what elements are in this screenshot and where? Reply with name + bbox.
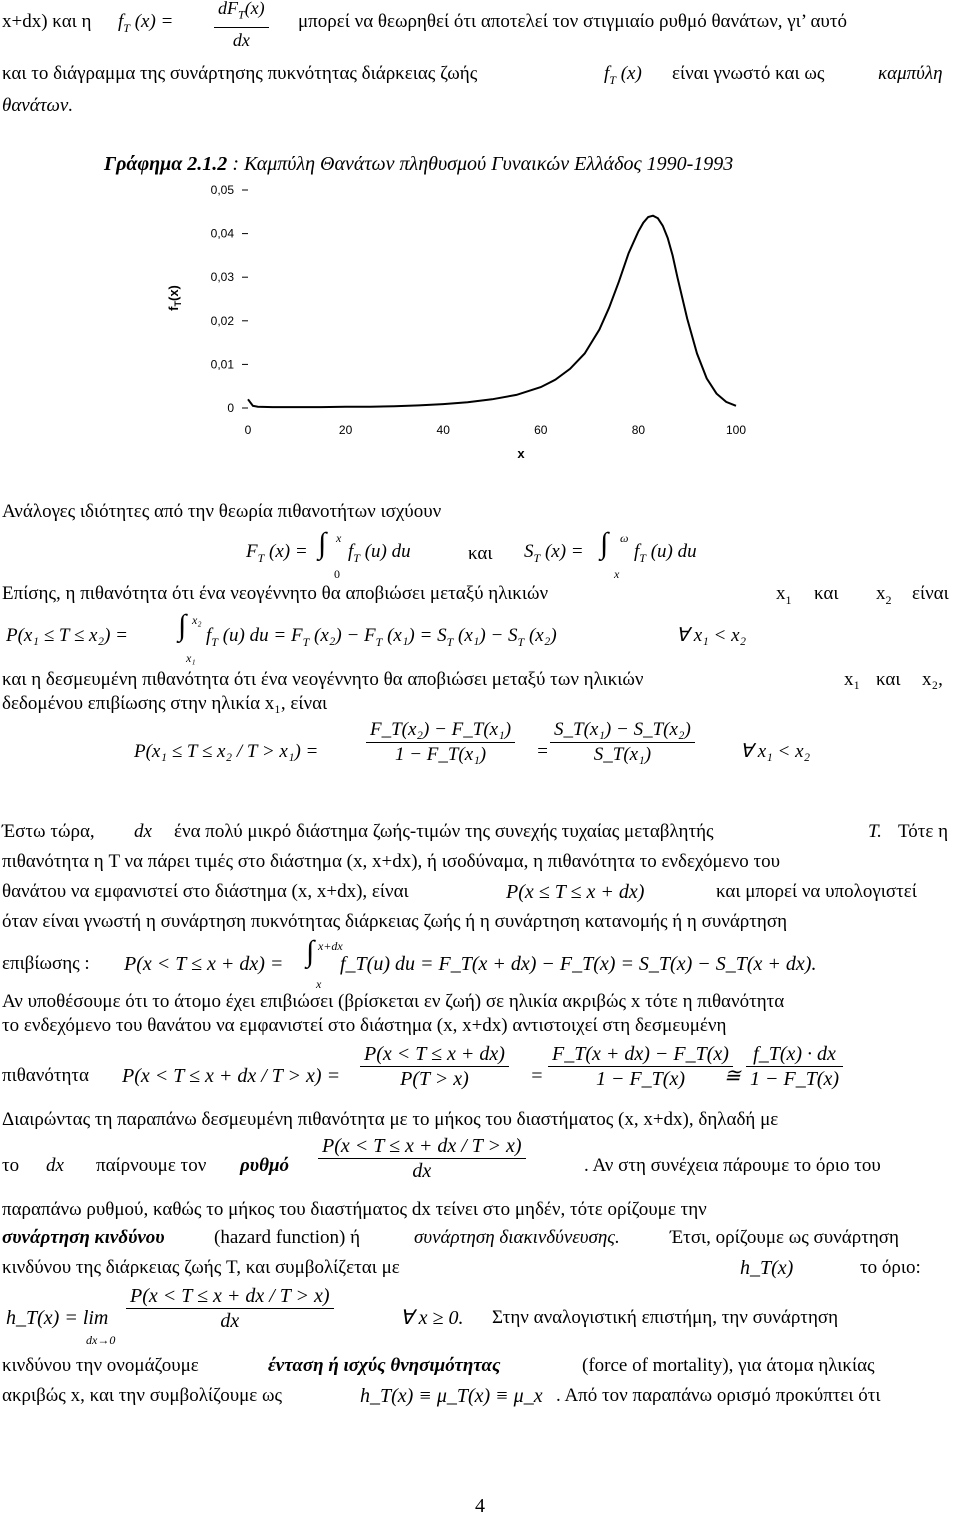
eq2-lhs: P(x₁ ≤ T ≤ x₂) = (6, 625, 128, 646)
p9-label: επιβίωσης : (2, 953, 90, 974)
p16-end: Έτσι, ορίζουμε ως συνάρτηση (670, 1227, 899, 1248)
p2-text: Επίσης, η πιθανότητα ότι ένα νεογέννητο θα αποβιώσει μεταξύ ηλικιών (2, 583, 549, 604)
p2-x1: $x_1$ (776, 583, 792, 607)
p12-label: πιθανότητα (2, 1065, 90, 1086)
p5-text-2: ένα πολύ μικρό διάστημα ζωής-τιμών της συνεχής τυχαίας μεταβλητής (174, 821, 714, 842)
x-axis-label: x (517, 446, 525, 461)
p18-limit-sub: dx→0 (86, 1333, 116, 1347)
hazard-function-term: συνάρτηση κινδύνου (2, 1227, 165, 1248)
force-of-mortality-term: ένταση ή ισχύς θνησιμότητας (268, 1355, 501, 1376)
paragraph-assume-survived: Αν υποθέσουμε ότι το άτομο έχει επιβιώσει (βρίσκεται εν ζωή) σε ηλικία ακριβώς x τότε η πιθανότητα (2, 991, 785, 1012)
integral-sign-2: ∫ (600, 527, 609, 560)
intro-text-2: μπορεί να θεωρηθεί ότι αποτελεί τον στιγμιαίο ρυθμό θανάτων, γι’ αυτό (298, 11, 847, 32)
p18-text: Στην αναλογιστική επιστήμη, την συνάρτηση (492, 1307, 839, 1328)
p20-end: . Από τον παραπάνω ορισμό προκύπτει ότι (556, 1385, 881, 1406)
death-curve-chart (0, 178, 960, 478)
eq3-lhs: P(x₁ ≤ T ≤ x₂ / T > x₁) = (134, 741, 319, 762)
eq2-upper: x₂ (192, 613, 202, 627)
x-tick-label: 100 (725, 423, 747, 437)
integral-upper: x (336, 531, 342, 545)
eq3-equals: = (536, 741, 549, 762)
p12-fraction-2: $\frac{F\_T(x + dx) - F\_T(x)}{1 - F\_T(x)}$ (548, 1042, 733, 1091)
integral-sign-4: ∫ (306, 935, 315, 968)
series-line (248, 216, 736, 407)
intro-text-3: και το διάγραμμα της συνάρτησης πυκνότητας διάρκειας ζωής (2, 63, 478, 84)
p12-fraction-3: $\frac{f\_T(x) \cdot dx}{1 - F\_T(x)}$ (746, 1042, 843, 1091)
eq2-rhs: $f_T$ (u) du = $F_T$ $(x_2) - F_T$ $(x_1) = S_T$ $(x_1) - S_T$ (x₂) (206, 625, 557, 649)
p3-text: και η δεσμευμένη πιθανότητα ότι ένα νεογέννητο θα αποβιώσει μεταξύ των ηλικιών (2, 669, 644, 690)
p17-text: κινδύνου της διάρκειας ζωής T, και συμβολίζεται με (2, 1257, 400, 1278)
integral-lower: 0 (334, 567, 340, 581)
eq1-survival: $S_T$ (x) = (524, 541, 584, 565)
risk-function-term: συνάρτηση διακινδύνευσης. (414, 1227, 620, 1248)
equation-cdf-survival (0, 527, 960, 581)
equation-survival-interval (0, 935, 960, 991)
p9-upper: x+dx (318, 939, 343, 953)
eq1-integrand-2: $f_T$ (u) du (634, 541, 697, 565)
integral-upper-2: ω (620, 531, 629, 545)
paragraph-properties: Ανάλογες ιδιότητες από την θεωρία πιθανοτήτων ισχύουν (2, 501, 442, 522)
paragraph-limit: παραπάνω ρυθμού, καθώς το μήκος του διαστήματος dx τείνει στο μηδέν, τότε ορίζουμε την (2, 1199, 707, 1220)
p5-end: Τότε η (898, 821, 949, 842)
p18-fraction: $\frac{P(x < T \le x + dx / T > x)}{dx}$ (126, 1284, 334, 1333)
y-tick-label: 0,04 (210, 226, 234, 241)
integral-sign-3: ∫ (178, 609, 187, 642)
p19-end: (force of mortality), για άτομα ηλικίας (582, 1355, 875, 1376)
p2-x2: $x_2$ (876, 583, 892, 607)
y-tick-label: 0,01 (210, 357, 234, 372)
p3-x2: x₂, (922, 669, 943, 690)
p19-text: κινδύνου την ονομάζουμε (2, 1355, 199, 1376)
equation-conditional (0, 718, 960, 788)
intro-text-4: είναι γνωστό και ως (672, 63, 825, 84)
y-tick-label: 0 (227, 401, 234, 415)
p12-approx: ≅ (724, 1065, 741, 1087)
death-curve-term: καμπύλη (878, 63, 943, 84)
eq3-fraction-2: $\frac{\text{S\_T(x₁) − S\_T(x₂)}}{\text{S\_T(x₁)}}$ (550, 718, 695, 767)
paragraph-known-function: όταν είναι γνωστή η συνάρτηση πυκνότητας διάρκειας ζωής ή η συνάρτηση κατανομής ή η συνάρτηση (2, 911, 788, 932)
eq3-condition: ∀ x₁ < x₂ (740, 741, 811, 762)
p7-equation: P(x ≤ T ≤ x + dx) (506, 881, 645, 903)
p3-and: και (876, 669, 901, 690)
x-tick-label: 80 (631, 423, 646, 437)
paragraph-interval: πιθανότητα η T να πάρει τιμές στο διάστημα (x, x+dx), ή ισοδύναμα, η πιθανότητα το ενδεχόμενο του (2, 851, 781, 872)
p9-lower: x (316, 977, 322, 991)
p18-lhs: h_T(x) = lim (6, 1307, 109, 1329)
x-tick-label: 60 (534, 423, 548, 437)
p14-end: . Αν στη συνέχεια πάρουμε το όριο του (584, 1155, 881, 1176)
x-tick-label: 20 (338, 423, 353, 437)
p9-lhs: P(x < T ≤ x + dx) = (124, 953, 284, 975)
integral-lower-2: x (614, 567, 620, 581)
p16-text: (hazard function) ή (214, 1227, 361, 1248)
p20-text: ακριβώς x, και την συμβολίζουμε ως (2, 1385, 283, 1406)
p2-and: και (814, 583, 839, 604)
p12-lhs: P(x < T ≤ x + dx / T > x) = (122, 1065, 341, 1087)
paragraph-rate (0, 1135, 960, 1194)
page-number: 4 (475, 1495, 485, 1517)
p17-end: το όριο: (860, 1257, 921, 1278)
p18-condition: ∀ x ≥ 0. (400, 1307, 464, 1329)
paragraph-corresponds: το ενδεχόμενο του θανάτου να εμφανιστεί στο διάστημα (x, x+dx) αντιστοιχεί στη δεσμευμένη (2, 1015, 727, 1036)
p2-end: είναι (912, 583, 949, 604)
p14-text: το (2, 1155, 20, 1176)
eq3-fraction-1: $\frac{\text{F\_T(x₂) − F\_T(x₁)}}{\text{1 − F\_T(x₁)}}$ (366, 718, 515, 767)
p7-text-2: και μπορεί να υπολογιστεί (716, 881, 917, 902)
p5-T: T. (868, 821, 882, 842)
y-axis-label: $f_T(x)$ (166, 285, 183, 311)
eq1-integrand: $f_T$ (u) du (348, 541, 411, 565)
eq2-lower: x₁ (186, 651, 196, 665)
y-tick-label: 0,02 (210, 313, 234, 328)
equation-conditional-dx (0, 1042, 960, 1106)
equation-hazard (0, 1284, 960, 1347)
p7-text: θανάτου να εμφανιστεί στο διάστημα (x, x+dx), είναι (2, 881, 409, 902)
density-fraction: $\frac{dF_T(x)}{dx}$ (214, 0, 269, 52)
p14-text-2: παίρνουμε τον (96, 1155, 207, 1176)
integral-sign: ∫ (318, 527, 327, 560)
equation-interval-probability (0, 609, 960, 665)
eq1-lhs: $F_T$ (x) = (246, 541, 308, 565)
p20-equation: h_T(x) ≡ μ_T(x) ≡ μ_x (360, 1385, 543, 1407)
p5-text: Έστω τώρα, (2, 821, 95, 842)
p5-dx: dx (134, 821, 152, 842)
p14-fraction: $\frac{P(x < T \le x + dx / T > x)}{dx}$ (318, 1134, 526, 1183)
death-curve-term-2: θανάτων. (2, 95, 74, 116)
density-symbol: $f_T$ (x) = (118, 11, 174, 35)
eq1-and: και (468, 543, 493, 564)
chart-caption: Γράφημα 2.1.2 : Καμπύλη Θανάτων πληθυσμού Γυναικών Ελλάδος 1990-1993 (104, 153, 734, 175)
x-tick-label: 40 (436, 423, 450, 437)
eq2-condition: ∀ x₁ < x₂ (676, 625, 747, 646)
p12-fraction-1: $\frac{P(x < T \le x + dx)}{P(T > x)}$ (360, 1042, 509, 1091)
density-symbol-2: $f_T$ (x) (604, 63, 642, 87)
paragraph-divide: Διαιρώντας τη παραπάνω δεσμευμένη πιθανότητα με το μήκος του διαστήματος (x, x+dx), δηλαδή με (2, 1109, 779, 1130)
paragraph-given-survival: δεδομένου επιβίωσης στην ηλικία x₁, είναι (2, 693, 328, 714)
p3-x1: x₁ (844, 669, 861, 690)
intro-text: x+dx) και η (2, 11, 92, 32)
p12-equals: = (530, 1065, 544, 1087)
y-tick-label: 0,05 (210, 183, 234, 197)
p17-symbol: h_T(x) (740, 1257, 794, 1279)
p14-dx: dx (46, 1155, 64, 1176)
y-tick-label: 0,03 (210, 270, 234, 285)
x-tick-label: 0 (244, 423, 252, 437)
p9-rhs: f_T(u) du = F_T(x + dx) − F_T(x) = S_T(x) − S_T(x + dx). (340, 953, 817, 975)
rate-term: ρυθμό (240, 1155, 290, 1176)
